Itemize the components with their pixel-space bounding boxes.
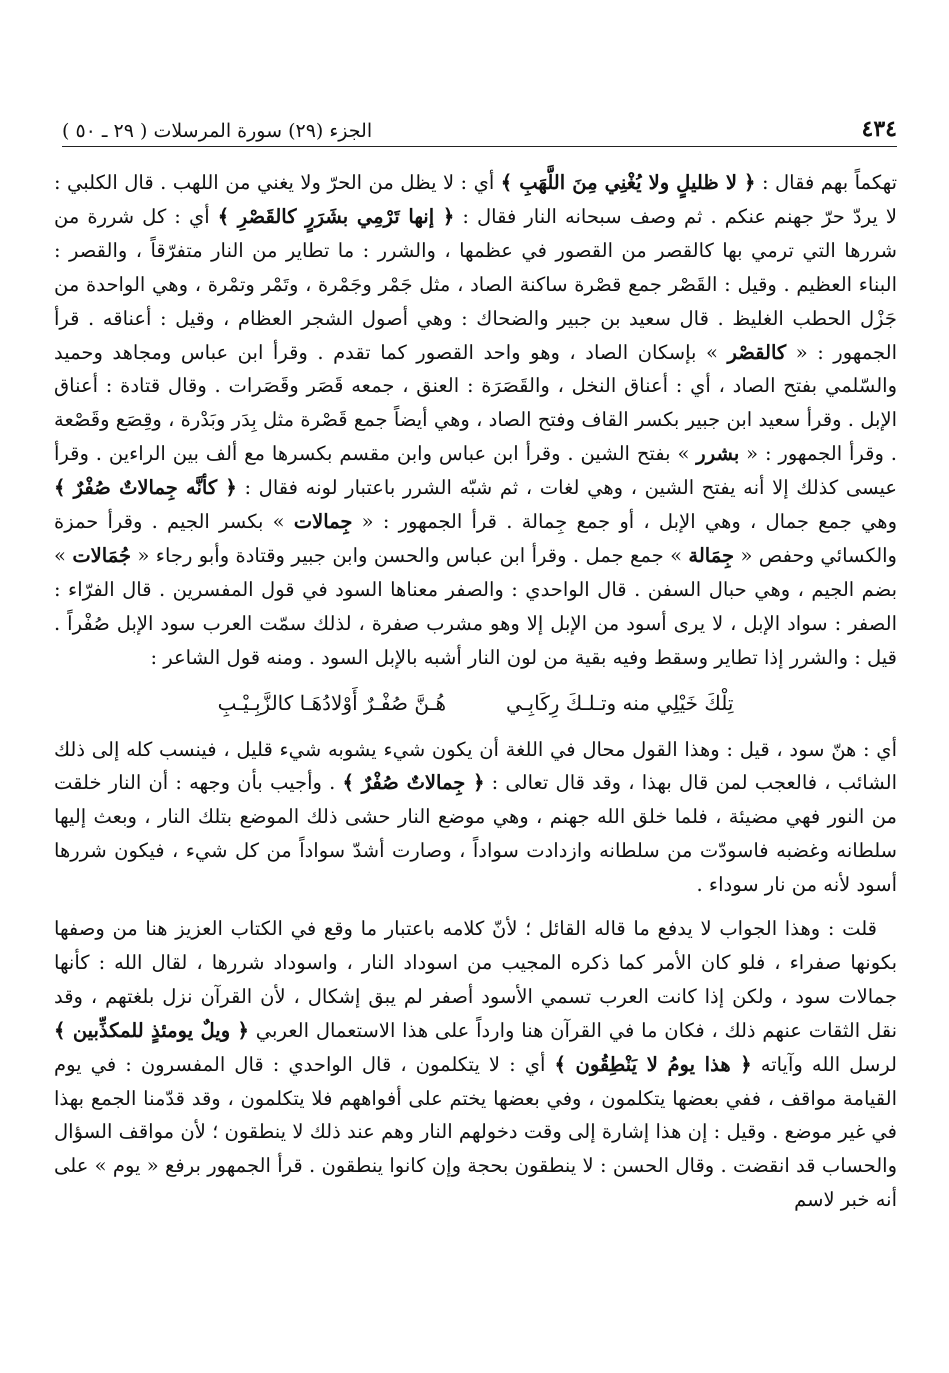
text-run: أي : كل شررة من شررها التي ترمي بها كالقصر من القصور في عظمها ، والشرر : ما تطاير من النار متفرّقاً ، والقصر : البناء العظيم . وقيل : القَصْر جمع قصْرة ساكنة الصاد ، مثل جَمْر وجَمْرة ، وتَمْر وتمْرة ، وهي الواحدة من جَزْل الحطب الغليظ . قال سعيد بن جبير والضحاك : وهي أصول الشجر العظام ، وقيل : أعناقه . قرأ الجمهور : « xyxy=(54,204,898,364)
poem-verse xyxy=(54,687,897,721)
page-body xyxy=(54,166,897,1217)
page-number: ٤٣٤ xyxy=(861,116,897,142)
text-run: أي : لا يظل من الحرّ ولا يغني من اللهب . قال الكلبي : لا يردّ حرّ جهنم عنكم . ثم وصف سبحانه النار فقال : xyxy=(54,171,897,228)
quran-quote: ﴿ كأنَّه جِمالاتٌ صُفْرٌ ﴾ xyxy=(54,476,237,500)
running-title: الجزء (٢٩) سورة المرسلات ( ٢٩ ـ ٥٠ ) xyxy=(62,120,373,142)
paragraph-1 xyxy=(54,166,897,675)
reading-word: جِمَالة xyxy=(688,543,735,567)
quran-quote: ﴿ هذا يومُ لا يَنْطِقُون ﴾ xyxy=(554,1052,752,1076)
text-run: أي : هنّ سود ، قيل : وهذا القول محال في اللغة أن يكون شيء يشوبه شيء قليل ، فينسب كله إلى ذلك الشائب ، فالعجب لمن قال بهذا ، وقد قال تعالى : xyxy=(54,737,897,795)
text-run: » بضم الجيم ، وهي حبال السفن . قال الواحدي : والصفر معناها السود في قول المفسرين . قال الفرّاء : الصفر : سواد الإبل ، لا يرى أسود من الإبل إلا وهو مشرب صفرة ، لذلك سمّت العرب سود الإبل صُفْراً . قيل : والشرر إذا تطاير وسقط وفيه بقية من لون النار أشبه بالإبل السود . ومنه قول الشاعر : xyxy=(54,543,897,669)
poem-hemistich-second: هُـنَّ صُفْـرٌ أَوْلادُهَـا كالزَّبِـيْـبِ xyxy=(217,690,447,715)
reading-word: كالقصْر xyxy=(727,340,787,364)
quran-quote: ﴿ لا ظليلٍ ولا يُغْنِي مِنَ اللَّهَبِ ﴾ xyxy=(500,171,756,194)
text-run: » بفتح الشين . وقرأ ابن عباس وابن مقسم بكسرها مع ألف بين الراءين . وقرأ عيسى كذلك إلا أنه يفتح الشين ، وهي لغات ، ثم شبّه الشرر باعتبار لونه فقال : xyxy=(54,442,897,500)
text-run: . وأجيب بأن وجهه : أن النار خلقت من النور فهي مضيئة ، فلما خلق الله جهنم ، وهي موضع النار حشى ذلك الموضع بتلك النار ، وبعث إليها سلطانه وغضبه فاسودّت من سلطانه وازدادت سواداً ، وصارت أشدّ سواداً من كل شيء ، فيكون شررها أسود لأنه من نار سوداء . xyxy=(54,771,897,897)
reading-word: جِمالات xyxy=(293,510,353,534)
quran-quote: ﴿ ويلٌ يومئذٍ للمكذِّبين ﴾ xyxy=(54,1018,249,1042)
text-run: » بإسكان الصاد ، وهو واحد القصور كما تقدم . وقرأ ابن عباس ومجاهد وحميد والسّلمي بفتح الصاد ، أي : أعناق النخل ، والقَصَرَة : العنق ، جمعه قَصَر وقَصَرات . وقال قتادة : أعناق الإبل . وقرأ سعيد ابن جبير بكسر القاف وفتح الصاد ، وهي أيضاً جمع قَصْرة مثل بِدَر وبَدْرة ، وقِصَع وقَصْعة . وقرأ الجمهور : « xyxy=(54,340,897,466)
text-run: وهي جمع جمال ، وهي الإبل ، أو جمع جِمالة . قرأ الجمهور : « xyxy=(352,510,898,534)
paragraph-3 xyxy=(54,912,897,1217)
paragraph-2 xyxy=(54,733,897,903)
text-run: تهكماً بهم فقال : xyxy=(755,171,898,194)
text-run: » جمع جمل . وقرأ ابن عباس والحسن وابن جبير وقتادة وأبو رجاء « xyxy=(131,543,689,567)
reading-word: جُمَالات xyxy=(72,543,132,567)
page-header xyxy=(62,112,897,147)
poem-hemistich-first: تِلْكَ خَيْلِي منه وتـلـكَ رِكَابِـي xyxy=(506,690,734,715)
quran-quote: ﴿ إنها تَرْمِي بشَرَرٍ كالقَصْرِ ﴾ xyxy=(217,204,455,228)
text-run: أي : لا يتكلمون ، قال الواحدي : قال المفسرون : في يوم القيامة مواقف ، ففي بعضها يتكلمون ، وفي بعضها يختم على أفواههم فلا يتكلمون ، وقد قدّمنا الجمع بهذا في غير موضع . وقيل : إن هذا إشارة إلى وقت دخولهم النار وهم عند ذلك لا ينطقون ؛ لأن مواقف السؤال والحساب قد انقضت . وقال الحسن : لا ينطقون بحجة وإن كانوا ينطقون . قرأ الجمهور برفع « يوم » على أنه خبر لاسم xyxy=(54,1052,897,1212)
text-run: قلت : وهذا الجواب لا يدفع ما قاله القائل ؛ لأنّ كلامه باعتبار ما وقع في الكتاب العزيز هنا من وصفها بكونها صفراء ، فلو كان الأمر كما ذكره المجيب من اسوداد النار ، واسوداد شررها ، لقال الله : كأنها جمالات سود ، ولكن إذا كانت العرب تسمي الأسود أصفر لم يبق إشكال ، لأن القرآن نزل بلغتهم ، وقد نقل الثقات عنهم ذلك ، فكان ما في القرآن هنا وارداً على هذا الاستعمال العربي xyxy=(54,917,898,1042)
reading-word: بشرر xyxy=(696,442,740,466)
quran-quote: ﴿ جِمالاتٌ صُفْرٌ ﴾ xyxy=(342,771,485,795)
text-run: لرسل الله وآياته xyxy=(751,1052,897,1076)
text-run: » بكسر الجيم . وقرأ حمزة والكسائي وحفص « xyxy=(54,510,897,567)
